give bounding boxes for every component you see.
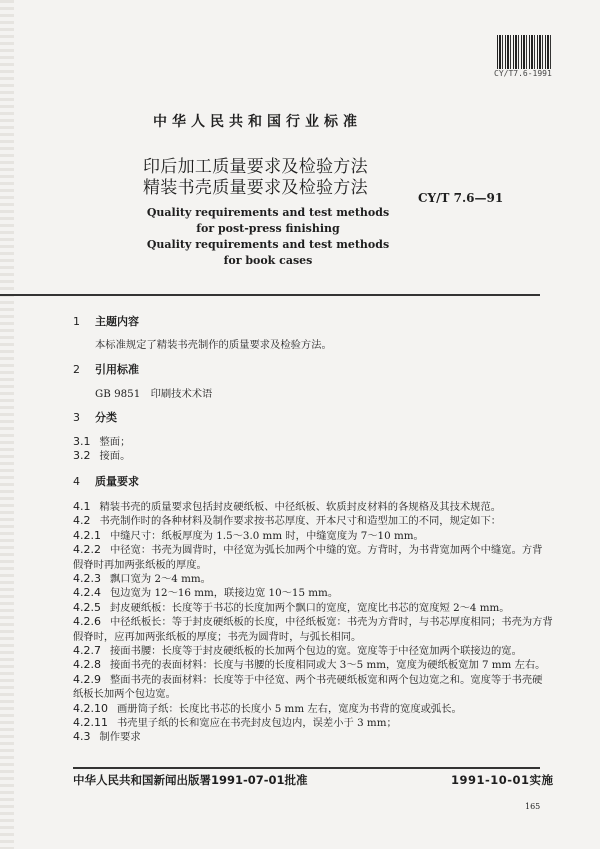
clause-number: 4.2.5 [73, 600, 101, 614]
clause-number: 4.2.2 [73, 543, 101, 557]
clause-number: 4.2.8 [73, 658, 101, 672]
section-2-reference: GB 9851 印刷技术术语 [95, 388, 213, 400]
clause-item [73, 613, 553, 628]
clause-text: 书壳制作时的各种材料及制作要求按书芯厚度、开本尺寸和造型加工的不同，规定如下： [99, 515, 502, 528]
clause-text: 包边宽为 12～16 mm，联接边宽 10～15 mm。 [110, 587, 339, 600]
clause-text: 书壳里子纸的长和宽应在书壳封皮包边内，误差小于 3 mm； [117, 717, 397, 729]
page-number: 165 [525, 802, 541, 811]
clause-number: 4.2.9 [73, 672, 101, 686]
clause-item [73, 700, 462, 715]
clause-item [73, 512, 501, 527]
clause-text-continued: 假脊时再加两张纸板的厚度。 [73, 558, 207, 571]
section-3-heading: 3 分类 [73, 411, 117, 424]
clause-number: 4.2.10 [73, 701, 108, 715]
clause-item [73, 541, 542, 556]
clause-number: 4.2.1 [73, 528, 101, 542]
section-1-text: 本标准规定了精装书壳制作的质量要求及检验方法。 [95, 339, 332, 351]
title-line-2: 精装书壳质量要求及检验方法 [143, 178, 368, 198]
english-title-2: for post-press finishing [196, 222, 340, 235]
clause-text: 中径纸板长：等于封皮硬纸板的长度，中径纸板宽：书壳为方背时，与书芯厚度相同；书壳为方背 [110, 616, 553, 629]
clause-text: 接面书壳的表面材料：长度与书腰的长度相同或大 3～5 mm，宽度为硬纸板宽加 7 mm 左右。 [110, 659, 546, 672]
clause-item [73, 728, 141, 743]
english-title-1: Quality requirements and test methods [146, 206, 390, 219]
effective-date: 1991-10-01实施 [451, 773, 554, 787]
section-1-heading: 1 主题内容 [73, 315, 139, 328]
approval-statement: 中华人民共和国新闻出版署1991-07-01批准 [73, 773, 308, 787]
english-title-3: Quality requirements and test methods [146, 238, 390, 251]
clause-text: 中径宽：书壳为圆背时，中径宽为弧长加两个中缝的宽。方背时，为书背宽加两个中缝宽。方背 [110, 544, 543, 557]
clause-number: 4.1 [73, 500, 91, 513]
header-divider [0, 294, 540, 296]
clause-text: 接面书腰：长度等于封皮硬纸板的长加两个包边的宽。宽度等于中径宽加两个联接边的宽。 [110, 645, 522, 657]
clause-item [73, 584, 338, 599]
clause-number: 4.2.7 [73, 644, 101, 657]
clause-item [73, 671, 542, 686]
clause-number: 4.2 [73, 514, 91, 528]
clause-item [73, 570, 211, 585]
standard-code: CY/T 7.6—91 [418, 191, 504, 205]
clause-text-continued: 假脊时，应再加两张纸板的厚度；书壳为圆背时，与弧长相同。 [73, 630, 362, 643]
clause-3-2: 3.2 接面。 [73, 449, 131, 462]
clause-item [73, 527, 424, 542]
barcode-label: CY/T7.6-1991 [494, 69, 552, 78]
title-line-1: 印后加工质量要求及检验方法 [143, 157, 368, 177]
clause-text: 画册筒子纸：长度比书芯的长度小 5 mm 左右，宽度为书背的宽度或弧长。 [117, 702, 462, 715]
clause-number: 4.3 [73, 730, 91, 744]
clause-3-1: 3.1 整面； [73, 435, 131, 448]
clause-text-continued: 纸板长加两个包边宽。 [73, 688, 176, 701]
section-4-heading: 4 质量要求 [73, 475, 139, 488]
english-title-4: for book cases [223, 254, 313, 267]
clause-text: 精装书壳的质量要求包括封皮硬纸板、中径纸板、软质封皮材料的各规格及其技术规范。 [99, 501, 502, 513]
clause-number: 4.2.11 [73, 716, 108, 729]
standard-category: 中华人民共和国行业标准 [153, 114, 362, 130]
clause-item [73, 599, 510, 614]
section-2-heading: 2 引用标准 [73, 363, 139, 376]
footer-divider [73, 767, 540, 769]
clause-item [73, 714, 397, 729]
clause-text: 飘口宽为 2～4 mm。 [110, 573, 211, 585]
clause-number: 4.2.4 [73, 586, 101, 600]
barcode [497, 35, 552, 69]
clause-item [73, 498, 501, 513]
clause-number: 4.2.6 [73, 615, 101, 629]
clause-number: 4.2.3 [73, 572, 101, 585]
scan-edge [0, 0, 14, 849]
clause-text: 中缝尺寸：纸板厚度为 1.5～3.0 mm 时，中缝宽度为 7～10 mm。 [110, 529, 424, 542]
clause-text: 制作要求 [99, 731, 141, 744]
clause-item [73, 656, 545, 671]
clause-item [73, 642, 522, 657]
clause-text: 整面书壳的表面材料：长度等于中径宽、两个书壳硬纸板宽和两个包边宽之和。宽度等于书壳硬 [110, 673, 543, 686]
clause-text: 封皮硬纸板：长度等于书芯的长度加两个飘口的宽度，宽度比书芯的宽度短 2～4 mm。 [110, 601, 510, 614]
